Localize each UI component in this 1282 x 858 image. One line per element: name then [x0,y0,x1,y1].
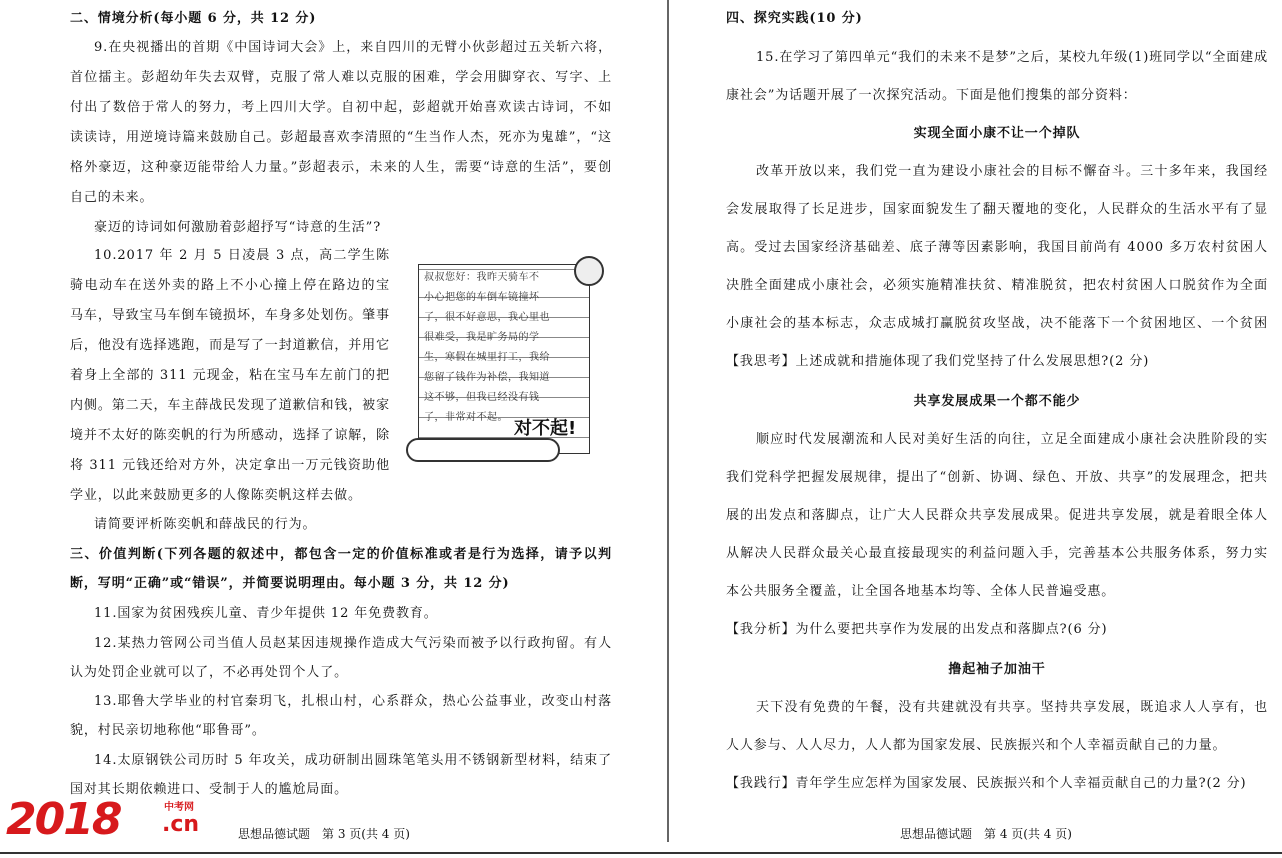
material2-line: 展的出发点和落脚点，让广大人民群众共享发展成果。促进共享发展，就是着眼全体人 [726,508,1268,523]
q12-line: 认为处罚企业就可以了，不必再处罚个人了。 [70,665,349,680]
q10-line: 10.2017 年 2 月 5 日凌晨 3 点，高二学生陈 [94,248,390,263]
q9-line: 付出了数倍于常人的努力，考上四川大学。自初中起，彭超就开始喜欢读古诗词，不如 [70,100,612,115]
q10-line: 境并不太好的陈奕帆的行为所感动，选择了谅解，除 [70,428,390,443]
letter-handwriting-line: 了，很不好意思，我心里也 [424,312,550,323]
analyze-question: 【我分析】为什么要把共享作为发展的出发点和落脚点?(6 分) [726,622,1108,637]
exam-page-4 [672,0,1282,858]
q10-line: 将 311 元钱还给对方外，决定拿出一万元钱资助他 [70,458,390,473]
q9-line: 自己的未来。 [70,190,154,205]
material1-line: 会发展取得了长足进步，国家面貌发生了翻天覆地的变化，人民群众的生活水平有了显 [726,202,1268,217]
q10-line: 着身上全部的 311 元现金，粘在宝马车左前门的把 [70,368,390,383]
bottom-rule [0,852,1282,854]
material2-line: 本公共服务全覆盖，让全国各地基本均等、全体人民普遍受惠。 [726,584,1116,599]
q9-line: 格外豪迈，这种豪迈能带给人力量。”彭超表示，未来的人生，需要“诗意的生活”，要创 [70,160,612,175]
section4-heading: 四、探究实践(10 分) [726,11,863,26]
material1-title: 实现全面小康不让一个掉队 [913,126,1081,141]
letter-handwriting-line: 小心把您的车倒车镜撞坏 [424,292,540,303]
material3-title: 撸起袖子加油干 [948,662,1046,677]
letter-sorry-text: 对不起! [514,418,577,439]
q9-question: 豪迈的诗词如何激励着彭超抒写“诗意的生活”? [94,220,382,235]
material2-title: 共享发展成果一个都不能少 [913,394,1081,409]
apology-letter-illustration [406,256,606,462]
page-footer-3: 思想品德试题 第 3 页(共 4 页) [238,827,410,841]
q9-line: 首位擂主。彭超幼年失去双臂，克服了常人难以克服的困难，学会用脚穿衣、写字、上 [70,70,612,85]
logo-number: 2018 [6,794,121,845]
q11: 11.国家为贫困残疾儿童、青少年提供 12 年免费教育。 [94,606,438,621]
material2-line: 顺应时代发展潮流和人民对美好生活的向往，立足全面建成小康社会决胜阶段的实 [756,432,1268,447]
logo-domain: .cn [162,812,200,837]
q10-line: 马车，导致宝马车倒车镜损坏，车身多处划伤。肇事 [70,308,390,323]
q13-line: 貌，村民亲切地称他“耶鲁哥”。 [70,723,266,738]
practice-question: 【我践行】青年学生应怎样为国家发展、民族振兴和个人幸福贡献自己的力量?(2 分) [726,776,1247,791]
q10-line: 学业，以此来鼓励更多的人像陈奕帆这样去做。 [70,488,362,503]
letter-handwriting-line: 了，非常对不起。 [424,412,508,423]
material1-line: 决胜全面建成小康社会，必须实施精准扶贫、精准脱贫，把农村贫困人口脱贫作为全面 [726,278,1268,293]
section3-heading-cont: 断，写明“正确”或“错误”，并简要说明理由。每小题 3 分，共 12 分) [70,576,510,591]
q15-line: 15.在学习了第四单元“我们的未来不是梦”之后，某校九年级(1)班同学以“全面建成 [756,50,1268,65]
q10-line: 骑电动车在送外卖的路上不小心撞上停在路边的宝 [70,278,390,293]
page-divider [667,0,669,842]
q9-line: 读读诗，用逆境诗篇来鼓励自己。彭超最喜欢李清照的“生当作人杰，死亦为鬼雄”，“这 [70,130,612,145]
q13-line: 13.耶鲁大学毕业的村官秦玥飞，扎根山村，心系群众，热心公益事业，改变山村落 [94,694,612,709]
q15-line: 康社会”为话题开展了一次探究活动。下面是他们搜集的部分资料： [726,88,1137,103]
material3-line: 人人参与、人人尽力，人人都为国家发展、民族振兴和个人幸福贡献自己的力量。 [726,738,1227,753]
q9-line: 9.在央视播出的首期《中国诗词大会》上，来自四川的无臂小伙彭超过五关斩六将， [94,40,612,55]
material3-line: 天下没有免费的午餐，没有共建就没有共享。坚持共享发展，既追求人人享有，也 [756,700,1268,715]
q10-question: 请简要评析陈奕帆和薛战民的行为。 [94,517,317,532]
letter-handwriting-line: 很难受，我是旷务局的学 [424,332,540,343]
scroll-roll-bottom [406,438,560,462]
material2-line: 我们党科学把握发展规律，提出了“创新、协调、绿色、开放、共享”的发展理念，把共 [726,470,1268,485]
material2-line: 从解决人民群众最关心最直接最现实的利益问题入手，完善基本公共服务体系，努力实 [726,546,1268,561]
section2-heading: 二、情境分析(每小题 6 分，共 12 分) [70,11,317,26]
material1-line: 改革开放以来，我们党一直为建设小康社会的目标不懈奋斗。三十多年来，我国经 [756,164,1268,179]
letter-handwriting-line: 您留了钱作为补偿，我知道 [424,372,550,383]
letter-handwriting-line: 这不够，但我已经没有钱 [424,392,540,403]
letter-handwriting-line: 生，寒假在城里打工，我给 [424,352,550,363]
exam-page-3 [0,0,640,858]
logo-tag: 中考网 [164,802,194,813]
think-question: 【我思考】上述成就和措施体现了我们党坚持了什么发展思想?(2 分) [726,354,1150,369]
page-footer-4: 思想品德试题 第 4 页(共 4 页) [900,827,1072,841]
site-watermark-logo [6,794,206,846]
material1-line: 高。受过去国家经济基础差、底子薄等因素影响，我国目前尚有 4000 多万农村贫困人 [726,240,1268,255]
material1-line: 小康社会的基本标志，众志成城打赢脱贫攻坚战，决不能落下一个贫困地区、一个贫困 [726,316,1268,331]
q10-line: 后，他没有选择逃跑，而是写了一封道歉信，并用它 [70,338,390,353]
q10-line: 内侧。第二天，车主薛战民发现了道歉信和钱，被家 [70,398,390,413]
letter-handwriting-line: 叔叔您好：我昨天骑车不 [424,272,540,283]
q12-line: 12.某热力管网公司当值人员赵某因违规操作造成大气污染而被予以行政拘留。有人 [94,636,612,651]
q14-line: 14.太原钢铁公司历时 5 年攻关，成功研制出圆珠笔笔头用不锈钢新型材料，结束了 [94,753,612,768]
section3-heading: 三、价值判断(下列各题的叙述中，都包含一定的价值标准或者是行为选择，请予以判 [70,547,612,562]
q14-line: 国对其长期依赖进口、受制于人的尴尬局面。 [70,782,349,797]
